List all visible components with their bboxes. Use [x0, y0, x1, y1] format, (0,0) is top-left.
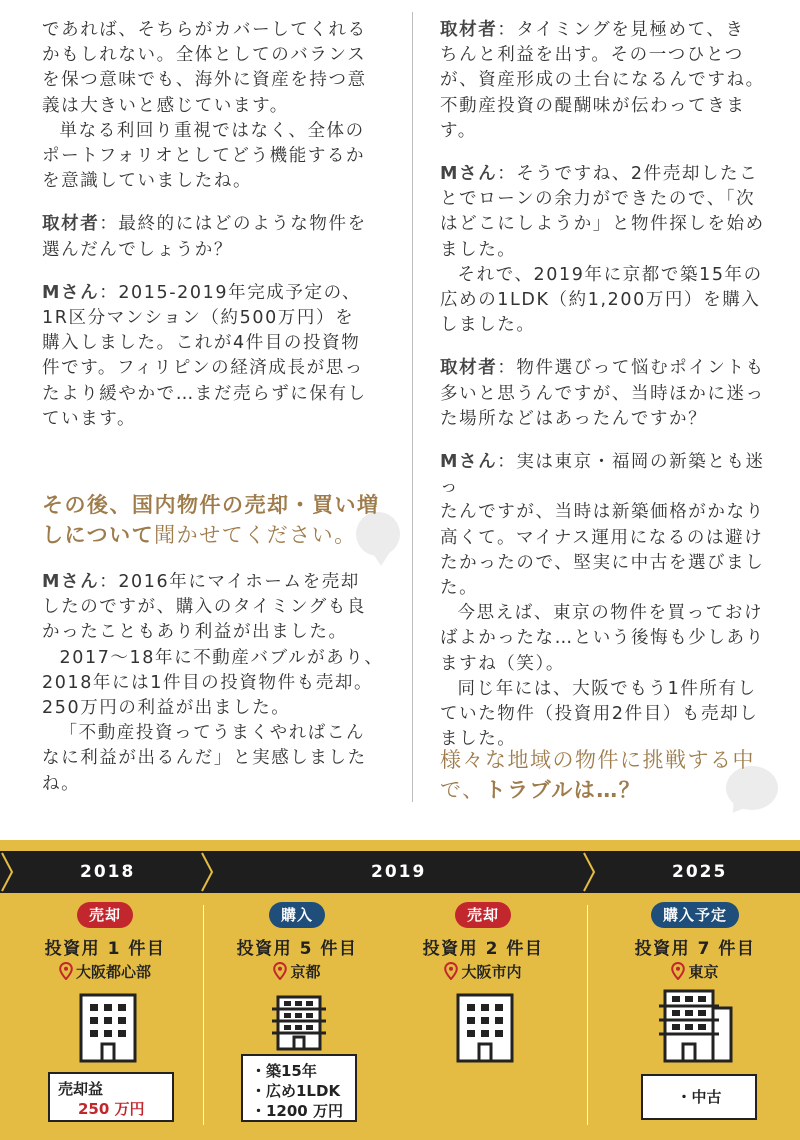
m-answer	[42, 281, 387, 432]
apartment-building-icon	[270, 994, 328, 1052]
year-label: 2018	[80, 862, 136, 882]
location-pin-icon	[444, 962, 458, 980]
heading-bold: その後、国内物件の売却・買い増しについて	[42, 493, 380, 547]
text-line: ：実は東京・福岡の新築とも迷っ	[440, 452, 765, 498]
text-line: を保つ意味でも、海外に資産を持つ意	[42, 70, 367, 91]
text-line: す。	[440, 120, 477, 141]
info-item: ・1200 万円	[251, 1102, 343, 1120]
text-line: 今思えば、東京の物件を買っておけ	[457, 603, 764, 624]
text-line: たんですが、当時は新築価格がかなり	[440, 502, 765, 523]
heading-bold: トラブルは…？	[484, 778, 642, 802]
property-title: 投資用 1 件目	[44, 939, 166, 959]
text-line: ました。	[440, 729, 517, 750]
text-line: た場所などはあったんですか？	[440, 408, 708, 429]
text-line: ポートフォリオとしてどう機能するか	[42, 146, 366, 167]
timeline-card	[388, 902, 578, 982]
apartment-building-icon	[655, 988, 735, 1064]
year-label: 2025	[672, 862, 728, 882]
text-line: 2018年には1件目の投資物件も売却。	[42, 672, 374, 693]
plan-badge: 購入予定	[651, 902, 739, 928]
profit-box	[48, 1072, 174, 1122]
right-column	[440, 18, 780, 770]
text-line: ていた物件（投資用2件目）も売却し	[440, 704, 759, 725]
text-line: ：最終的にはどのような物件を	[99, 214, 367, 235]
speaker-label: Mさん	[440, 164, 498, 185]
text-line: 同じ年には、大阪でもう1件所有し	[457, 678, 757, 699]
text-line: たかったので、堅実に中古を選びまし	[440, 552, 765, 573]
text-line: 不動産投資の醍醐味が伝わってきま	[440, 95, 746, 116]
sell-badge: 売却	[77, 902, 133, 928]
buy-badge: 購入	[269, 902, 325, 928]
info-item: ・築15年	[251, 1062, 317, 1080]
property-title: 投資用 5 件目	[236, 939, 358, 959]
speaker-label: Mさん	[42, 572, 100, 592]
paragraph	[42, 18, 387, 194]
text-line: ちんと利益を出す。その一つひとつ	[440, 45, 744, 66]
property-location: 大阪都心部	[10, 961, 200, 982]
speaker-label: Mさん	[440, 452, 498, 473]
sell-badge: 売却	[455, 902, 511, 928]
text-line: かもしれない。全体としてのバランス	[42, 45, 367, 66]
office-building-icon	[78, 992, 138, 1064]
text-line: ：2015-2019年完成予定の、	[99, 282, 362, 303]
timeline-card	[10, 902, 200, 982]
speaker-label: 取材者	[440, 20, 498, 40]
text-line: 広めの1LDK（約1,200万円）を購入	[440, 290, 761, 311]
property-location: 東京	[600, 961, 790, 982]
property-title: 投資用 7 件目	[634, 939, 756, 959]
timeline-card	[600, 902, 790, 982]
text-line: を意識していましたね。	[42, 171, 253, 192]
property-info-box	[641, 1074, 757, 1120]
year-label: 2019	[371, 862, 427, 882]
text-line: なに利益が出るんだ」と実感しました	[42, 748, 367, 769]
interviewer-question	[440, 18, 780, 144]
heading-light: 聞かせてください。	[154, 523, 357, 547]
text-line: たより緩やかで…まだ売らずに保有し	[42, 383, 367, 404]
speech-bubble-tail	[372, 552, 390, 566]
left-column	[42, 18, 387, 450]
location-pin-icon	[273, 962, 287, 980]
text-line: かったこともあり利益が出ました。	[42, 622, 348, 643]
text-line: 2017～18年に不動産バブルがあり、	[59, 647, 384, 668]
speaker-label: 取材者	[42, 214, 100, 235]
text-line: ：2016年にマイホームを売却	[99, 572, 360, 592]
location-pin-icon	[671, 962, 685, 980]
interviewer-question	[42, 212, 387, 262]
text-line: 1R区分マンション（約500万円）を	[42, 308, 355, 329]
m-answer	[440, 450, 780, 752]
text-line: 多いと思うんですが、当時ほかに迷っ	[440, 383, 765, 404]
text-line: ：物件選びって悩むポイントも	[497, 358, 765, 379]
text-line: ますね（笑）。	[440, 653, 565, 674]
text-line: 選んだんでしょうか？	[42, 239, 233, 260]
heading-light: 様々な地域の物件に挑戦する中で、	[440, 748, 755, 802]
text-line: 義は大きいと感じています。	[42, 95, 289, 116]
text-line: 購入しました。これが4件目の投資物	[42, 333, 361, 354]
text-line: したのですが、購入のタイミングも良	[42, 597, 366, 618]
text-line: ね。	[42, 773, 81, 794]
text-line: 件です。フィリピンの経済成長が思っ	[42, 358, 364, 379]
text-line: とでローンの余力ができたので、「次	[440, 189, 756, 210]
info-item: ・広め1LDK	[251, 1082, 341, 1100]
property-title: 投資用 2 件目	[422, 939, 544, 959]
text-line: 「不動産投資ってうまくやればこん	[59, 723, 366, 744]
m-answer	[42, 570, 387, 797]
office-building-icon	[455, 992, 515, 1064]
text-line: 250万円の利益が出ました。	[42, 698, 291, 719]
interviewer-question	[440, 356, 780, 432]
text-line: 高くて。マイナス運用になるのは避け	[440, 527, 764, 548]
text-line: ばよかったな…という後悔も少しあり	[440, 628, 765, 649]
text-line: しました。	[440, 315, 536, 336]
timeline-separator	[587, 905, 588, 1125]
property-info-box	[241, 1054, 357, 1122]
chevron-right-icon	[0, 851, 16, 893]
info-item: ・中古	[676, 1088, 722, 1106]
profit-value: 250 万円	[78, 1100, 145, 1118]
left-column-lower	[42, 570, 387, 815]
chevron-right-icon	[582, 851, 598, 893]
text-line: はどこにしようか」と物件探しを始め	[440, 214, 765, 235]
text-line: が、資産形成の土台になるんですね。	[440, 70, 765, 91]
section-heading	[42, 490, 382, 550]
section-heading	[440, 745, 780, 805]
text-line: た。	[440, 578, 479, 599]
text-line: ています。	[42, 408, 137, 429]
column-divider	[412, 12, 413, 802]
chevron-right-icon	[200, 851, 216, 893]
property-location: 大阪市内	[388, 961, 578, 982]
speaker-label: Mさん	[42, 282, 100, 303]
location-pin-icon	[59, 962, 73, 980]
text-line: であれば、そちらがカバーしてくれる	[42, 20, 367, 40]
text-line: それで、2019年に京都で築15年の	[457, 264, 763, 285]
speaker-label: 取材者	[440, 358, 498, 379]
profit-label: 売却益	[58, 1080, 104, 1098]
text-line: ：そうですね、2件売却したこ	[497, 164, 759, 185]
text-line: 単なる利回り重視ではなく、全体の	[59, 120, 365, 141]
text-line: ：タイミングを見極めて、き	[497, 20, 745, 40]
property-location: 京都	[202, 961, 392, 982]
text-line: ました。	[440, 239, 517, 260]
timeline-card	[202, 902, 392, 982]
m-answer	[440, 162, 780, 338]
